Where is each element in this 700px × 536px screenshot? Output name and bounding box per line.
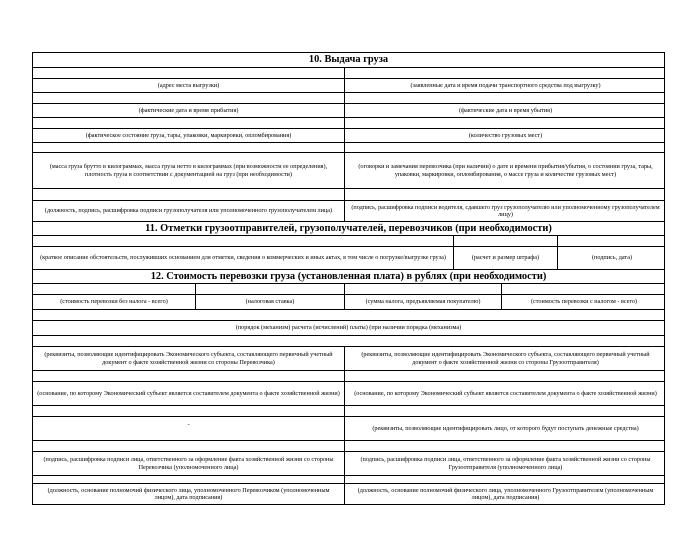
carrier-remarks-field[interactable] bbox=[344, 143, 666, 152]
caption-row bbox=[33, 103, 664, 117]
caption-row bbox=[33, 78, 664, 92]
fine-field[interactable] bbox=[453, 236, 557, 246]
blank-row bbox=[33, 370, 664, 381]
actual-condition-field[interactable] bbox=[33, 118, 344, 128]
payment-requisites-caption: (реквизиты, позволяющие идентифицировать лицо, от которого будут поступать денежные средства) bbox=[344, 417, 666, 440]
cost-without-tax-caption: (стоимость перевозки без налога - всего) bbox=[60, 298, 168, 306]
section-12-title: 12. Стоимость перевозки груза (установленная плата) в рублях (при необходимости) bbox=[150, 270, 547, 282]
carrier-basis-field[interactable] bbox=[33, 371, 344, 381]
circumstances-caption: (краткое описание обстоятельств, послуживших основанием для отметки, сведения о коммерческих и иных актах, в том числе о погрузке/выгрузке груза) bbox=[40, 254, 446, 262]
circumstances-field[interactable] bbox=[33, 236, 453, 246]
driver-signature-field[interactable] bbox=[344, 189, 666, 200]
fine-caption: (расчет и размер штрафа) bbox=[453, 247, 557, 269]
actual-arrival-field[interactable] bbox=[33, 93, 344, 103]
blank-row bbox=[33, 142, 664, 152]
consignee-signature-caption: (должность, подпись, расшифровка подписи грузополучателя или уполномоченного грузополучателем лица) bbox=[44, 207, 333, 215]
blank-row bbox=[33, 67, 664, 78]
unloading-address-caption: (адрес места выгрузки) bbox=[157, 81, 220, 89]
cost-without-tax-field[interactable] bbox=[33, 284, 195, 294]
declared-datetime-caption: (заявленные дата и время подачи транспортного средства под выгрузку) bbox=[344, 79, 666, 92]
declared-datetime-field[interactable] bbox=[344, 68, 666, 78]
signature-date-field[interactable] bbox=[557, 236, 666, 246]
caption-row bbox=[33, 200, 664, 221]
tax-amount-field[interactable] bbox=[344, 284, 501, 294]
carrier-authority-caption: (должность, основание полномочий физического лица, уполномоченного Перевозчиком (уполномоченным лицом), дата подписания) bbox=[47, 486, 330, 501]
carrier-basis-caption: (основание, по которому Экономический субъект является составителем документа о факте хозяйственной жизни) bbox=[37, 389, 340, 397]
signature-date-caption: (подпись, дата) bbox=[557, 247, 666, 269]
section-10-title: 10. Выдача груза bbox=[308, 54, 389, 65]
caption-row bbox=[33, 483, 664, 504]
carrier-remarks-caption: (оговорки и замечания перевозчика (при наличии) о дате и времени прибытия/убытия, о состоянии груза, тары, упаковки, маркировки, опломбирования, о массе груза и количестве грузовых мест) bbox=[344, 153, 666, 188]
blank-row bbox=[33, 440, 664, 451]
carrier-responsible-field[interactable] bbox=[33, 441, 344, 451]
dash-caption: - bbox=[187, 421, 190, 428]
shipper-basis-caption: (основание, по которому Экономический субъект является составителем документа о факте хозяйственной жизни) bbox=[344, 382, 666, 405]
requisites-field[interactable] bbox=[33, 336, 664, 346]
shipper-basis-field[interactable] bbox=[344, 371, 666, 381]
section-10-header-row bbox=[33, 53, 664, 67]
blank-row bbox=[33, 475, 664, 483]
shipper-responsible-field[interactable] bbox=[344, 441, 666, 451]
cargo-delivery-form bbox=[32, 52, 665, 505]
section-12-header-row bbox=[33, 269, 664, 283]
actual-departure-caption: (фактические дата и время убытия) bbox=[344, 104, 666, 117]
actual-departure-field[interactable] bbox=[344, 93, 666, 103]
shipper-authority-caption: (должность, основание полномочий физического лица, уполномоченного Грузоотправителем (уполномоченным лицом), дата подписания) bbox=[344, 484, 666, 504]
cost-with-tax-field[interactable] bbox=[501, 284, 666, 294]
blank-row bbox=[33, 235, 664, 246]
carrier-responsible-caption: (подпись, расшифровка подписи лица, ответственного за оформление факта хозяйственной жизни со стороны Перевозчика (уполномоченного лица) bbox=[43, 456, 334, 471]
caption-row bbox=[33, 152, 664, 188]
shipper-responsible-caption: (подпись, расшифровка подписи лица, ответственного за оформление факта хозяйственной жизни со стороны Грузоотправителя (уполномоченного лица) bbox=[344, 452, 666, 475]
packages-count-field[interactable] bbox=[344, 118, 666, 128]
caption-row bbox=[33, 320, 664, 335]
packages-count-caption: (количество грузовых мест) bbox=[344, 129, 666, 142]
unloading-address-field[interactable] bbox=[33, 68, 344, 78]
payer-field-left[interactable] bbox=[33, 406, 344, 416]
payer-field-right[interactable] bbox=[344, 406, 666, 416]
section-11-title: 11. Отметки грузоотправителей, грузополучателей, перевозчиков (при необходимости) bbox=[145, 222, 552, 234]
actual-condition-caption: (фактическое состояние груза, тары, упаковки, маркировки, опломбирования) bbox=[85, 131, 292, 139]
caption-row bbox=[33, 381, 664, 405]
blank-row bbox=[33, 283, 664, 294]
consignee-signature-field[interactable] bbox=[33, 189, 344, 200]
blank-row bbox=[33, 188, 664, 200]
shipper-authority-field[interactable] bbox=[344, 476, 666, 483]
blank-row bbox=[33, 117, 664, 128]
blank-row bbox=[33, 309, 664, 320]
blank-row bbox=[33, 92, 664, 103]
caption-row bbox=[33, 346, 664, 370]
caption-row bbox=[33, 128, 664, 142]
carrier-requisites-caption: (реквизиты, позволяющие идентифицировать Экономического субъекта, составляющего первичный учетный документ о факте хозяйственной жизни со стороны Перевозчика) bbox=[44, 351, 333, 366]
tax-rate-caption: (налоговая ставка) bbox=[195, 295, 344, 309]
blank-row bbox=[33, 335, 664, 346]
blank-row bbox=[33, 405, 664, 416]
weight-field[interactable] bbox=[33, 143, 344, 152]
caption-row bbox=[33, 246, 664, 269]
caption-row bbox=[33, 451, 664, 475]
caption-row bbox=[33, 294, 664, 309]
cost-with-tax-caption: (стоимость перевозки с налогом - всего) bbox=[501, 295, 666, 309]
tax-rate-field[interactable] bbox=[195, 284, 344, 294]
driver-signature-caption: (подпись, расшифровка подписи водителя, сдавшего груз грузополучателю или уполномоченному грузополучателем лицу) bbox=[344, 201, 666, 221]
weight-caption: (масса груза брутто в килограммах, масса груза нетто в килограммах (при возможности ее определения), плотность груза в соответствии с документацией на груз (при необходимости) bbox=[49, 163, 328, 178]
section-11-header-row bbox=[33, 221, 664, 235]
caption-row bbox=[33, 416, 664, 440]
shipper-requisites-caption: (реквизиты, позволяющие идентифицировать Экономического субъекта, составляющего первичный учетный документ о факте хозяйственной жизни со стороны Грузоотправителя) bbox=[344, 347, 666, 370]
tax-amount-caption: (сумма налога, предъявляемая покупателю) bbox=[344, 295, 501, 309]
carrier-authority-field[interactable] bbox=[33, 476, 344, 483]
calc-procedure-field[interactable] bbox=[33, 310, 664, 320]
calc-procedure-caption: (порядок (механизм) расчета (исчислений) платы) (при наличии порядка (механизма) bbox=[235, 324, 462, 332]
actual-arrival-caption: (фактические дата и время прибытия) bbox=[138, 106, 239, 114]
